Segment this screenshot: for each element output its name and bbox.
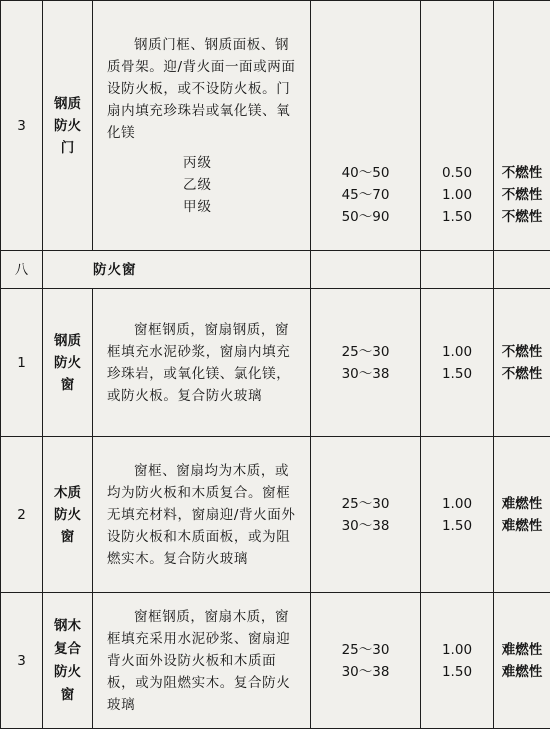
name-line: 窗 <box>43 374 92 396</box>
rating-cell <box>421 289 494 437</box>
thickness-cell <box>311 1 421 251</box>
name-line: 窗 <box>43 526 92 548</box>
thickness-range: 30～38 <box>311 515 420 537</box>
grade-label: 丙级 <box>93 152 310 174</box>
name-line: 防火 <box>43 352 92 374</box>
rating-cell <box>421 1 494 251</box>
name-line: 防火 <box>43 504 92 526</box>
description-text: 窗框钢质，窗扇钢质，窗框填充水泥砂浆，窗扇内填充珍珠岩，或氧化镁、氯化镁，或防火板。复合防火玻璃 <box>93 319 310 407</box>
thickness-cell <box>311 437 421 593</box>
name-line: 复合 <box>43 638 92 661</box>
name-line: 防火 <box>43 115 92 137</box>
row-number: 1 <box>1 289 43 437</box>
fire-rating-hours: 1.00 <box>421 341 493 363</box>
combustibility-cell <box>494 593 550 729</box>
description-text: 钢质门框、钢质面板、钢质骨架。迎/背火面一面或两面设防火板，或不设防火板。门扇内填充珍珠岩或氧化镁、氧化镁 <box>93 34 310 144</box>
fire-rating-hours: 1.50 <box>421 206 493 228</box>
item-name <box>43 289 93 437</box>
combustibility-class: 不燃性 <box>494 162 550 184</box>
name-line: 窗 <box>43 684 92 707</box>
thickness-range: 50～90 <box>311 206 420 228</box>
section-header-row <box>1 251 550 289</box>
section-title <box>43 251 311 289</box>
combustibility-class: 不燃性 <box>494 206 550 228</box>
name-line: 钢质 <box>43 330 92 352</box>
combustibility-class: 难燃性 <box>494 639 550 661</box>
table-row-wood-window <box>1 437 550 593</box>
thickness-range: 40～50 <box>311 162 420 184</box>
thickness-cell <box>311 289 421 437</box>
grade-label: 乙级 <box>93 174 310 196</box>
section-title-text: 防火窗 <box>43 262 137 278</box>
item-name <box>43 593 93 729</box>
combustibility-class: 不燃性 <box>494 184 550 206</box>
construction-description <box>93 437 311 593</box>
item-name <box>43 437 93 593</box>
combustibility-class: 难燃性 <box>494 661 550 683</box>
name-line: 木质 <box>43 482 92 504</box>
item-name <box>43 1 93 251</box>
name-line: 钢木 <box>43 615 92 638</box>
empty-cell <box>421 251 494 289</box>
thickness-range: 25～30 <box>311 493 420 515</box>
section-number: 八 <box>1 251 43 289</box>
empty-cell <box>311 251 421 289</box>
combustibility-cell <box>494 289 550 437</box>
fire-rating-hours: 1.50 <box>421 515 493 537</box>
fire-rating-hours: 1.00 <box>421 639 493 661</box>
thickness-range: 25～30 <box>311 639 420 661</box>
grade-label: 甲级 <box>93 196 310 218</box>
description-text: 窗框钢质，窗扇木质，窗框填充采用水泥砂浆、窗扇迎背火面外设防火板和木质面板，或为阻燃实木。复合防火玻璃 <box>93 606 310 716</box>
combustibility-cell <box>494 437 550 593</box>
table-row-steel-door <box>1 1 550 251</box>
rating-cell <box>421 437 494 593</box>
fire-rating-hours: 0.50 <box>421 162 493 184</box>
thickness-range: 30～38 <box>311 363 420 385</box>
combustibility-class: 不燃性 <box>494 363 550 385</box>
fire-rating-hours: 1.50 <box>421 363 493 385</box>
construction-description <box>93 289 311 437</box>
thickness-range: 45～70 <box>311 184 420 206</box>
table-row-composite-window <box>1 593 550 729</box>
fire-rating-hours: 1.50 <box>421 661 493 683</box>
row-number: 3 <box>1 593 43 729</box>
rating-cell <box>421 593 494 729</box>
construction-description <box>93 1 311 251</box>
combustibility-cell <box>494 1 550 251</box>
name-line: 钢质 <box>43 93 92 115</box>
empty-cell <box>494 251 550 289</box>
thickness-range: 30～38 <box>311 661 420 683</box>
fire-rating-hours: 1.00 <box>421 184 493 206</box>
name-line: 防火 <box>43 661 92 684</box>
table-row-steel-window <box>1 289 550 437</box>
construction-description <box>93 593 311 729</box>
description-text: 窗框、窗扇均为木质，或均为防火板和木质复合。窗框无填充材料，窗扇迎/背火面外设防火板和木质面板，或为阻燃实木。复合防火玻璃 <box>93 460 310 570</box>
row-number: 3 <box>1 1 43 251</box>
fire-rating-hours: 1.00 <box>421 493 493 515</box>
name-line: 门 <box>43 137 92 159</box>
combustibility-class: 不燃性 <box>494 341 550 363</box>
row-number: 2 <box>1 437 43 593</box>
combustibility-class: 难燃性 <box>494 493 550 515</box>
combustibility-class: 难燃性 <box>494 515 550 537</box>
thickness-cell <box>311 593 421 729</box>
thickness-range: 25～30 <box>311 341 420 363</box>
